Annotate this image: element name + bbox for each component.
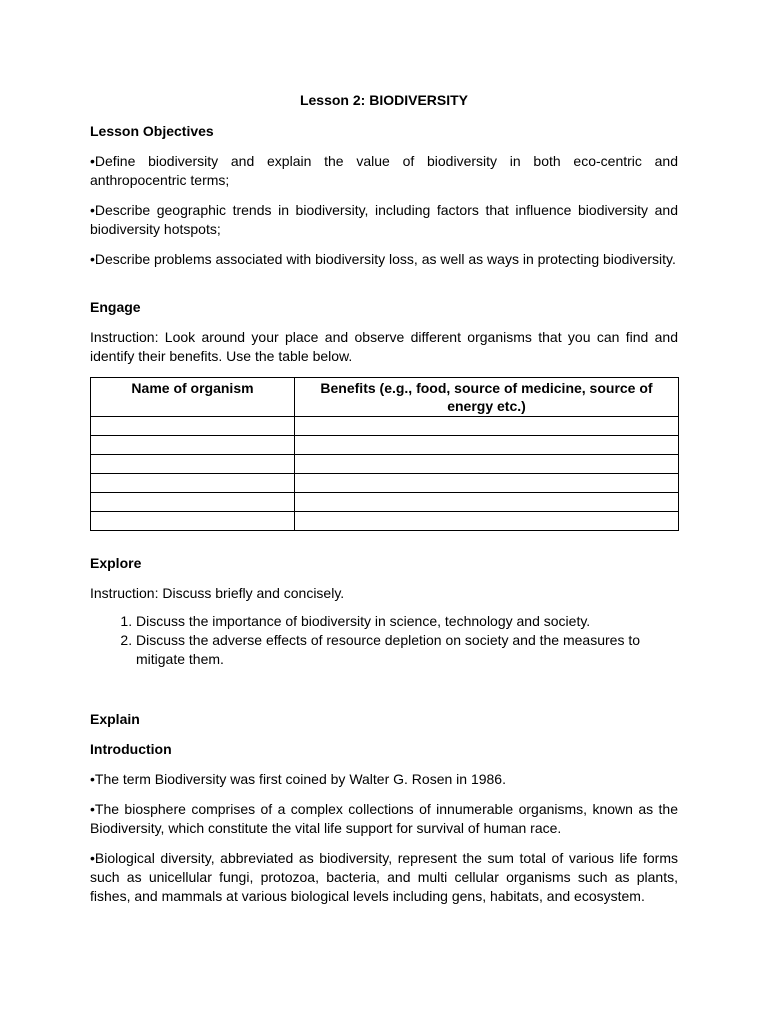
organism-cell[interactable]: [91, 474, 295, 493]
lesson-title: Lesson 2: BIODIVERSITY: [299, 92, 469, 108]
organism-cell[interactable]: [91, 417, 295, 436]
benefits-cell[interactable]: [295, 474, 679, 493]
table-row: [91, 417, 679, 436]
benefits-cell[interactable]: [295, 512, 679, 531]
organism-cell[interactable]: [91, 493, 295, 512]
benefits-cell[interactable]: [295, 455, 679, 474]
benefits-cell[interactable]: [295, 493, 679, 512]
list-item: 2. Discuss the adverse effects of resource depletion on society and the measures to mitigate them.: [136, 631, 678, 669]
engage-heading: Engage: [90, 299, 141, 315]
objective-item: •Describe geographic trends in biodiversity, including factors that influence biodiversity and biodiversity hotspots;: [90, 202, 678, 237]
column-header-organism: Name of organism: [91, 378, 295, 417]
table-row: [91, 474, 679, 493]
organism-cell[interactable]: [91, 455, 295, 474]
table-row: [91, 436, 679, 455]
benefits-cell[interactable]: [295, 436, 679, 455]
benefits-cell[interactable]: [295, 417, 679, 436]
objective-item: •Describe problems associated with biodiversity loss, as well as ways in protecting biodiversity.: [90, 251, 676, 267]
engage-instruction: Instruction: Look around your place and observe different organisms that you can find and identify their benefits. Use the table below.: [90, 329, 678, 364]
introduction-paragraph: •Biological diversity, abbreviated as biodiversity, represent the sum total of various life forms such as unicellular fungi, protozoa, bacteria, and multi cellular organisms such as plants, fishes, and mammals at various biological levels including gens, habitats, and ecosystem.: [90, 850, 678, 904]
explore-heading: Explore: [90, 555, 142, 571]
introduction-heading: Introduction: [90, 741, 172, 757]
objective-item: •Define biodiversity and explain the value of biodiversity in both eco-centric and anthropocentric terms;: [90, 153, 678, 188]
introduction-paragraph: •The biosphere comprises of a complex collections of innumerable organisms, known as the Biodiversity, which constitute the vital life support for survival of human race.: [90, 801, 678, 836]
table-row: [91, 493, 679, 512]
explore-question-list: [90, 612, 678, 669]
table-header-row: [91, 378, 679, 417]
table-row: [91, 455, 679, 474]
column-header-benefits: Benefits (e.g., food, source of medicine, source of energy etc.): [295, 378, 679, 417]
organism-benefits-table: [90, 377, 679, 531]
table-row: [91, 512, 679, 531]
list-item: 1. Discuss the importance of biodiversity in science, technology and society.: [136, 612, 678, 631]
explain-heading: Explain: [90, 711, 140, 727]
explore-instruction: Instruction: Discuss briefly and concisely.: [90, 585, 345, 601]
organism-cell[interactable]: [91, 512, 295, 531]
introduction-paragraph: •The term Biodiversity was first coined by Walter G. Rosen in 1986.: [90, 771, 506, 787]
objectives-heading: Lesson Objectives: [90, 123, 214, 139]
organism-cell[interactable]: [91, 436, 295, 455]
